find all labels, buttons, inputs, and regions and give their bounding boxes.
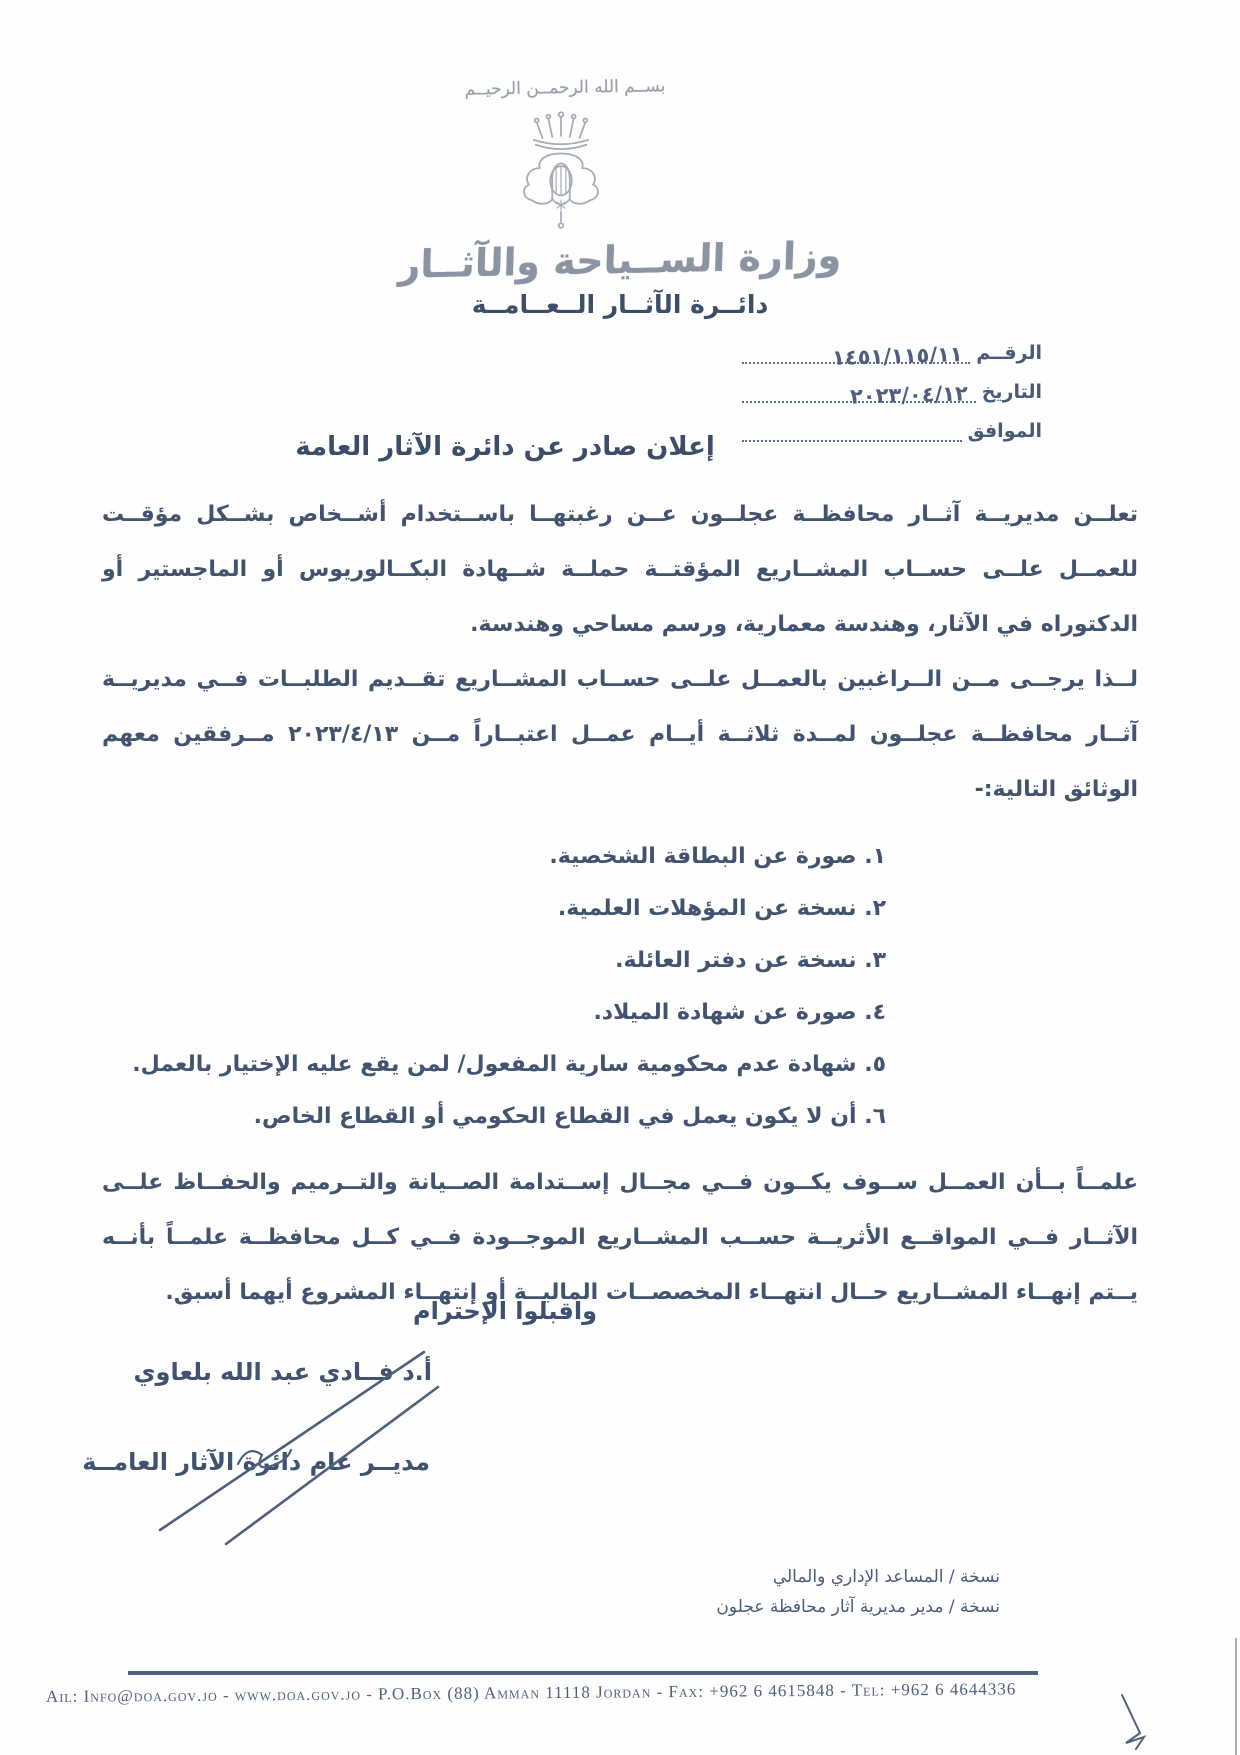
reference-block	[742, 338, 1042, 455]
date-dotted-line	[742, 377, 976, 409]
corresponding-dotted-line	[742, 416, 962, 442]
cc-line-ajloun: نسخة / مدير مديرية آثار محافظة عجلون	[716, 1597, 1000, 1617]
department-name: دائــرة الآثــار الــعــامــة	[471, 290, 769, 319]
pen-mark-icon	[1112, 1693, 1160, 1755]
ministry-calligraphy: وزارة الســياحة والآثــار	[397, 233, 843, 287]
number-label: الرقــم	[976, 342, 1042, 364]
document-title: إعلان صادر عن دائرة الآثار العامة	[295, 432, 715, 462]
jordan-coat-of-arms-icon	[488, 108, 634, 240]
footer-contact-line: Ail: Info@doa.gov.jo - www.doa.gov.jo - P.O.Box (88) Amman 11118 Jordan - Fax: +962 6 4615848 - Tel: +962 6 4644336	[45, 1679, 1017, 1706]
bismillah-calligraphy: بســم الله الرحمــن الرحيــم	[464, 76, 666, 100]
list-item: ٤. صورة عن شهادة الميلاد.	[593, 1000, 886, 1025]
scan-edge-artifact	[1235, 1638, 1237, 1755]
signature-scribble-icon	[142, 1342, 452, 1561]
cc-line-admin: نسخة / المساعد الإداري والمالي	[772, 1567, 1000, 1587]
paragraph-announcement: تعلــن مديريــة آثــار محافظــة عجلــون عــن رغبتهــا باســتخدام أشــخاص بشــكل مؤقــت للعمــل علــى حســاب المشــاريع المؤقتــة حملــة شــهادة البكــالوريوس أو الماجستير أو الدكتوراه في الآثار، وهندسة معمارية، ورسم مساحي وهندسة.	[102, 502, 1138, 637]
number-dotted-line	[742, 338, 970, 370]
requirements-list	[102, 831, 1138, 1143]
corresponding-row	[742, 416, 1042, 442]
footer-divider	[128, 1671, 1038, 1675]
corresponding-label: الموافق	[967, 420, 1042, 442]
list-item: ٦. أن لا يكون يعمل في القطاع الحكومي أو القطاع الخاص.	[253, 1104, 886, 1129]
paragraph-note: علمــاً بــأن العمــل ســوف يكــون فــي مجــال إســتدامة الصــيانة والتــرميم والحفــاظ علــى الآثــار فــي المواقــع الأثريــة حســب المشــاريع الموجــودة فــي كــل محافظــة علمــاً بأنــه يــتم إنهــاء المشــاريع حــال انتهــاء المخصصــات الماليــة أو إنتهــاء المشروع أيهما أسبق.	[102, 1170, 1138, 1305]
number-handwritten-value: ١٤٥١/١١٥/١١	[831, 342, 963, 370]
list-item: ٣. نسخة عن دفتر العائلة.	[615, 948, 886, 973]
list-item: ٢. نسخة عن المؤهلات العلمية.	[557, 896, 886, 921]
paragraph-application: لــذا يرجــى مــن الــراغبين بالعمــل علــى حســاب المشــاريع تقــديم الطلبــات فــي مديريــة آثــار محافظــة عجلــون لمــدة ثلاثــة أيــام عمــل اعتبــاراً مــن ٢٠٢٣/٤/١٣ مــرفقين معهم الوثائق التالية:-	[102, 667, 1138, 802]
reference-number-row	[742, 338, 1042, 370]
signer-name: أ.د فــادي عبد الله بلعاوي	[133, 1358, 432, 1386]
date-row	[742, 377, 1042, 409]
signer-title: مديــر عام دائرة الآثار العامــة	[82, 1448, 430, 1476]
date-label: التاريخ	[981, 381, 1042, 403]
list-item: ١. صورة عن البطاقة الشخصية.	[549, 844, 886, 869]
cc-block	[716, 1562, 1000, 1622]
salutation: واقبلوا الإحترام	[412, 1297, 598, 1325]
date-handwritten-value: ٢٠٢٣/٠٤/١٢	[849, 381, 968, 409]
letter-body	[102, 487, 1138, 1320]
list-item: ٥. شهادة عدم محكومية سارية المفعول/ لمن يقع عليه الإختيار بالعمل.	[132, 1052, 886, 1077]
